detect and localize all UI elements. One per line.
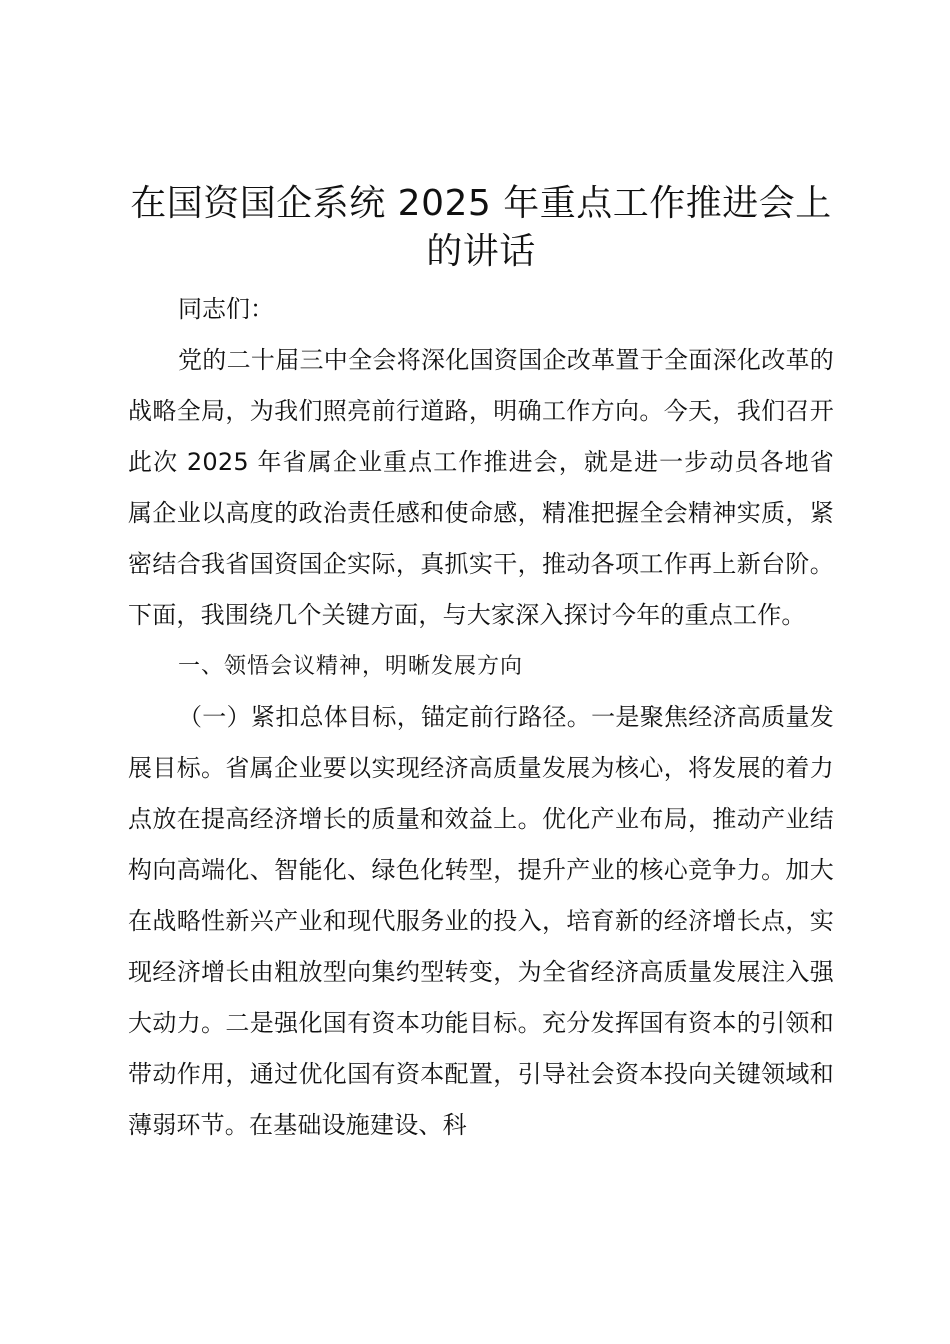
intro-paragraph: 党的二十届三中全会将深化国资国企改革置于全面深化改革的战略全局，为我们照亮前行道路，明确工作方向。今天，我们召开此次 2025 年省属企业重点工作推进会，就是进一步动员各地省属企业以高度的政治责任感和使命感，精准把握全会精神实质，紧密结合我省国资国企实际，真抓实干，推动各项工作再上新台阶。下面，我围绕几个关键方面，与大家深入探讨今年的重点工作。 [128,346,834,629]
section-heading: 一、领悟会议精神，明晰发展方向 [178,654,524,679]
salutation: 同志们： [178,295,274,323]
document-title: 在国资国企系统 2025 年重点工作推进会上的讲话 [130,183,832,272]
section-paragraph: （一）紧扣总体目标，锚定前行路径。一是聚焦经济高质量发展目标。省属企业要以实现经济高质量发展为核心，将发展的着力点放在提高经济增长的质量和效益上。优化产业布局，推动产业结构向高端化、智能化、绿色化转型，提升产业的核心竞争力。加大在战略性新兴产业和现代服务业的投入，培育新的经济增长点，实现经济增长由粗放型向集约型转变，为全省经济高质量发展注入强大动力。二是强化国有资本功能目标。充分发挥国有资本的引领和带动作用，通过优化国有资本配置，引导社会资本投向关键领域和薄弱环节。在基础设施建设、科 [128,703,834,1139]
document-page [128,180,834,1151]
